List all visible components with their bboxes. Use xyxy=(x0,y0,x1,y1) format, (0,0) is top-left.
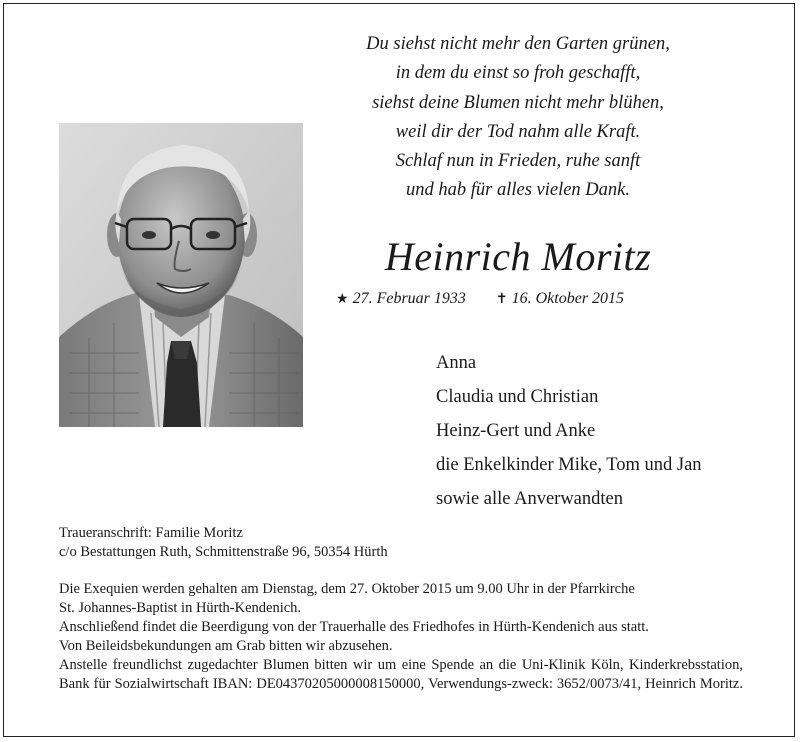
cross-icon: ✝ xyxy=(495,292,508,307)
poem-line: und hab für alles vielen Dank. xyxy=(405,180,630,201)
life-dates xyxy=(336,289,624,310)
mourner: Claudia und Christian xyxy=(436,387,599,407)
deceased-name: Heinrich Moritz xyxy=(384,234,652,279)
poem-line: weil dir der Tod nahm alle Kraft. xyxy=(395,121,641,142)
mourner: sowie alle Anverwandten xyxy=(436,489,623,509)
donation-note: Anstelle freundlichst zugedachter Blumen bitten wir um eine Spende an die Uni-Klinik Köln, Kinderkrebsstation, Bank für Sozialwirtschaft IBAN: DE04370205000008150000, Verwendungs-zweck: 3652/0073/41, Heinrich Moritz. xyxy=(59,657,743,692)
poem-line: in dem du einst so froh geschafft, xyxy=(395,63,641,84)
obituary-frame xyxy=(3,3,795,737)
portrait-illustration xyxy=(59,123,303,427)
info-line: Anschließend findet die Beerdigung von der Trauerhalle des Friedhofes in Hürth-Kendenich aus statt. xyxy=(59,619,649,635)
poem-line: Schlaf nun in Frieden, ruhe sanft xyxy=(395,151,641,172)
mourner: Heinz-Gert und Anke xyxy=(436,421,596,441)
death-date: 16. Oktober 2015 xyxy=(511,290,625,307)
mourners-list xyxy=(436,346,702,516)
poem xyxy=(296,30,740,206)
birth-date: 27. Februar 1933 xyxy=(352,290,466,307)
info-line: St. Johannes-Baptist in Hürth-Kendenich. xyxy=(59,600,302,616)
mourning-address xyxy=(59,524,388,562)
address-line: Traueranschrift: Familie Moritz xyxy=(59,525,243,541)
info-line: Von Beileidsbekundungen am Grab bitten wir abzusehen. xyxy=(59,638,393,654)
portrait-photo xyxy=(59,123,303,427)
poem-line: siehst deine Blumen nicht mehr blühen, xyxy=(372,92,664,113)
poem-line: Du siehst nicht mehr den Garten grünen, xyxy=(366,34,670,54)
mourner: Anna xyxy=(436,353,477,373)
star-icon: ★ xyxy=(336,292,349,307)
mourner: die Enkelkinder Mike, Tom und Jan xyxy=(436,455,702,475)
address-line: c/o Bestattungen Ruth, Schmittenstraße 96, 50354 Hürth xyxy=(59,544,388,560)
info-line: Die Exequien werden gehalten am Dienstag, dem 27. Oktober 2015 um 9.00 Uhr in der Pfarrkirche xyxy=(59,581,635,597)
funeral-info xyxy=(59,580,743,694)
